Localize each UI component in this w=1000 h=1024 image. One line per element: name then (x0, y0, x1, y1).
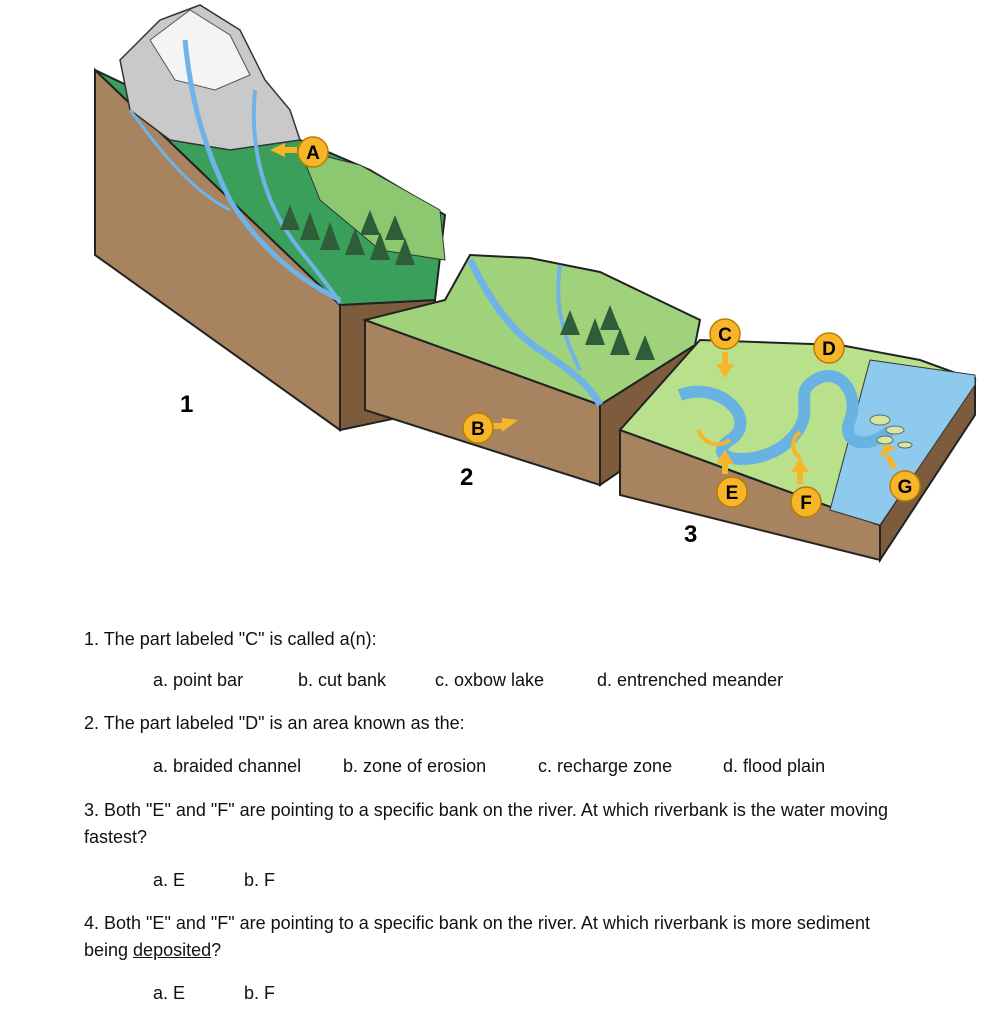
question-3-text-line-1: 3. Both "E" and "F" are pointing to a specific bank on the river. At which riverbank is the water moving (84, 800, 888, 820)
question-4-text-line-2 (84, 937, 221, 963)
segment-label-2: 2 (460, 464, 474, 491)
callout-G-label: G (897, 477, 913, 498)
question-1-option-b[interactable]: b. cut bank (298, 670, 387, 690)
question-2-option-b[interactable]: b. zone of erosion (343, 756, 487, 776)
callout-A-label: A (306, 143, 320, 164)
callout-B-label: B (471, 419, 485, 440)
block-3-mature (620, 340, 975, 560)
question-3-option-a[interactable]: a. E (153, 870, 186, 890)
callout-E-label: E (725, 483, 739, 504)
callout-C-label: C (718, 325, 732, 346)
callout-F-label: F (800, 493, 812, 514)
question-4-option-b[interactable]: b. F (244, 983, 276, 1003)
question-1-option-a[interactable]: a. point bar (153, 670, 244, 690)
segment-label-1: 1 (180, 391, 194, 418)
question-4-text-before: being (84, 940, 134, 960)
question-2-option-c[interactable]: c. recharge zone (538, 756, 673, 776)
question-4-text-line-1: 4. Both "E" and "F" are pointing to a specific bank on the river. At which riverbank is more sediment (84, 913, 870, 933)
question-3-option-b[interactable]: b. F (244, 870, 276, 890)
question-3-text-line-2: fastest? (84, 827, 148, 847)
question-2-option-d[interactable]: d. flood plain (723, 756, 826, 776)
question-1-text: 1. The part labeled "C" is called a(n): (84, 629, 377, 649)
segment-label-3: 3 (684, 521, 698, 548)
question-1-option-d[interactable]: d. entrenched meander (597, 670, 784, 690)
question-4-underlined-word: deposited (133, 940, 212, 960)
question-4-option-a[interactable]: a. E (153, 983, 186, 1003)
question-2-option-a[interactable]: a. braided channel (153, 756, 302, 776)
question-1-option-c[interactable]: c. oxbow lake (435, 670, 545, 690)
question-4-text-after: ? (211, 940, 222, 960)
callout-D-label: D (822, 339, 836, 360)
callout-D (814, 333, 844, 363)
question-2-text: 2. The part labeled "D" is an area known as the: (84, 713, 465, 733)
